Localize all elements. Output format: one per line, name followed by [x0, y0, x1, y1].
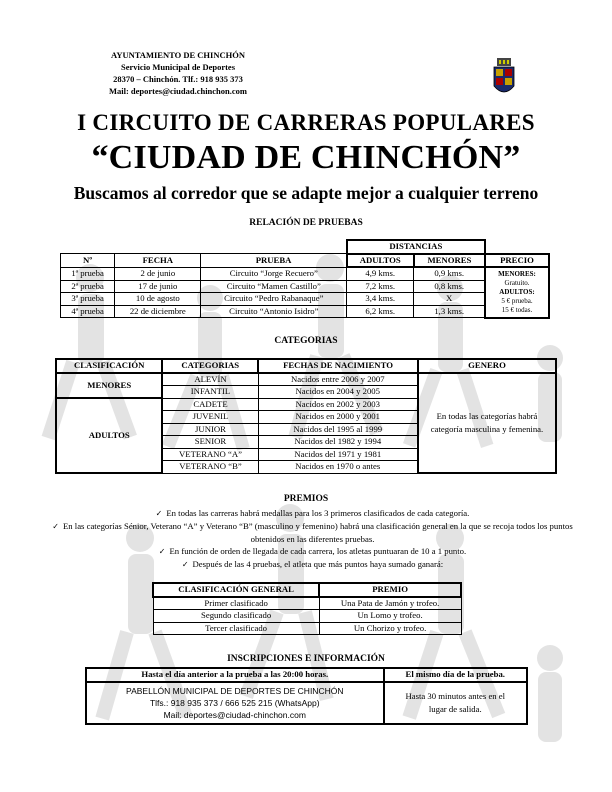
prueba-fecha: 17 de junio	[115, 280, 201, 293]
precio-adultos-value1: 5 € prueba.	[501, 296, 533, 305]
premios-line-text: En las categorías Sénior, Veterano “A” y Veterano “B” (masculino y femenino) habrá una clasificación general en la que se recoja todos los puntos obtenidos en las diferentes pruebas.	[62, 521, 573, 544]
categoria-fecha: Nacidos en 1970 o antes	[258, 461, 418, 474]
inscripciones-col2-head: El mismo día de la prueba.	[384, 668, 527, 682]
premios-heading: PREMIOS	[283, 494, 329, 504]
prueba-nombre: Circuito “Mamen Castillo”	[201, 280, 347, 293]
table-row	[61, 280, 550, 293]
col-n: Nº	[61, 254, 115, 268]
premio-pos: Segundo clasificado	[153, 610, 319, 623]
premios-header-row	[153, 583, 461, 597]
inscripciones-sameday-2: lugar de salida.	[428, 703, 482, 714]
precio-adultos-label: ADULTOS:	[499, 287, 535, 296]
premios-line-4	[40, 558, 585, 571]
premio-value: Un Lomo y trofeo.	[319, 610, 461, 623]
premios-line-text: En función de orden de llegada de cada carrera, los atletas puntuaran de 10 a 1 punto.	[169, 546, 467, 556]
clasificacion-adultos: ADULTOS	[56, 398, 162, 473]
categoria-nombre: ALEVÍN	[162, 373, 258, 386]
header-org: AYUNTAMIENTO DE CHINCHÓN	[111, 50, 245, 60]
prueba-adultos: 6,2 kms.	[347, 305, 414, 318]
categoria-fecha: Nacidos en 2002 y 2003	[258, 398, 418, 411]
col-fechas-nacimiento: FECHAS DE NACIMIENTO	[258, 359, 418, 373]
categoria-fecha: Nacidos en 2000 y 2001	[258, 411, 418, 424]
prueba-n: 2ª prueba	[61, 280, 115, 293]
prueba-adultos: 7,2 kms.	[347, 280, 414, 293]
pruebas-table	[60, 239, 550, 319]
premio-pos: Primer clasificado	[153, 597, 319, 610]
categoria-nombre: JUVENIL	[162, 411, 258, 424]
table-row	[61, 305, 550, 318]
premio-pos: Tercer clasificado	[153, 622, 319, 635]
check-icon: ✓	[52, 522, 59, 531]
col-menores: MENORES	[414, 254, 485, 268]
header-dept: Servicio Municipal de Deportes	[120, 62, 236, 72]
categorias-header-row	[56, 359, 556, 373]
categoria-fecha: Nacidos en 2004 y 2005	[258, 386, 418, 399]
categoria-nombre: SENIOR	[162, 436, 258, 449]
col-fecha: FECHA	[115, 254, 201, 268]
premio-value: Una Pata de Jamón y trofeo.	[319, 597, 461, 610]
col-adultos: ADULTOS	[347, 254, 414, 268]
categoria-nombre: INFANTIL	[162, 386, 258, 399]
premios-line-1	[40, 507, 585, 520]
prueba-fecha: 2 de junio	[115, 267, 201, 280]
premios-table	[152, 582, 462, 635]
inscripciones-sameday-1: Hasta 30 minutos antes en el	[405, 690, 506, 701]
inscripciones-header-row	[86, 668, 527, 682]
check-icon: ✓	[181, 560, 189, 569]
categorias-table	[55, 358, 557, 474]
prueba-fecha: 22 de diciembre	[115, 305, 201, 318]
inscripciones-body-row	[86, 682, 527, 724]
col-clasificacion: CLASIFICACIÓN	[56, 359, 162, 373]
check-icon: ✓	[158, 547, 166, 556]
prueba-menores: 0,9 kms.	[414, 267, 485, 280]
premios-line-3	[40, 545, 585, 558]
inscripciones-mail: Mail: deportes@ciudad-chinchon.com	[163, 709, 306, 720]
categoria-nombre: VETERANO “B”	[162, 461, 258, 474]
premio-value: Un Chorizo y trofeo.	[319, 622, 461, 635]
prueba-n: 4ª prueba	[61, 305, 115, 318]
main-title-city: “CIUDAD DE CHINCHÓN”	[91, 139, 521, 176]
table-row	[61, 267, 550, 280]
prueba-nombre: Circuito “Pedro Rabanaque”	[201, 293, 347, 306]
precio-cell	[485, 267, 549, 318]
table-row	[153, 622, 461, 635]
table-row	[61, 293, 550, 306]
inscripciones-table	[85, 667, 528, 725]
categorias-heading: CATEGORIAS	[274, 336, 338, 346]
header-address: 28370 – Chinchón. Tlf.: 918 935 373	[113, 74, 243, 84]
genero-text: En todas las categorías habrá categoría masculina y femenina.	[418, 373, 556, 474]
col-precio: PRECIO	[485, 254, 549, 268]
prueba-adultos: 4,9 kms.	[347, 267, 414, 280]
premios-line-2	[40, 520, 585, 545]
categoria-nombre: VETERANO “A”	[162, 448, 258, 461]
precio-menores-label: MENORES:	[498, 269, 536, 278]
col-clasificacion-general: CLASIFICACIÓN GENERAL	[153, 583, 319, 597]
prueba-menores: 1,3 kms.	[414, 305, 485, 318]
prueba-adultos: 3,4 kms.	[347, 293, 414, 306]
inscripciones-col1-head: Hasta el día anterior a la prueba a las 20:00 horas.	[86, 668, 384, 682]
clasificacion-menores: MENORES	[56, 373, 162, 399]
inscripciones-phones: Tlfs.: 918 935 373 / 666 525 215 (WhatsApp)	[149, 697, 320, 708]
categoria-fecha: Nacidos del 1971 y 1981	[258, 448, 418, 461]
col-premio: PREMIO	[319, 583, 461, 597]
col-prueba: PRUEBA	[201, 254, 347, 268]
prueba-fecha: 10 de agosto	[115, 293, 201, 306]
prueba-menores: X	[414, 293, 485, 306]
inscripciones-col2-body	[384, 682, 527, 724]
header-block	[68, 49, 288, 97]
table-row	[56, 373, 556, 386]
categoria-fecha: Nacidos del 1982 y 1994	[258, 436, 418, 449]
categoria-fecha: Nacidos entre 2006 y 2007	[258, 373, 418, 386]
categoria-nombre: JUNIOR	[162, 423, 258, 436]
pruebas-header-row	[61, 254, 550, 268]
prueba-nombre: Circuito “Jorge Recuero”	[201, 267, 347, 280]
prueba-nombre: Circuito “Antonio Isidro”	[201, 305, 347, 318]
table-row	[153, 597, 461, 610]
check-icon: ✓	[155, 509, 163, 518]
premios-line-text: En todas las carreras habrá medallas para los 3 primeros clasificados de cada categoría.	[166, 508, 470, 518]
prueba-n: 1ª prueba	[61, 267, 115, 280]
precio-adultos-value2: 15 € todas.	[501, 305, 533, 314]
table-row	[153, 610, 461, 623]
prueba-menores: 0,8 kms.	[414, 280, 485, 293]
premios-line-text: Después de las 4 pruebas, el atleta que más puntos haya sumado ganará:	[192, 559, 444, 569]
pruebas-distancias-row	[61, 240, 550, 254]
categoria-nombre: CADETE	[162, 398, 258, 411]
header-mail: Mail: deportes@ciudad.chinchon.com	[108, 86, 247, 96]
inscripciones-heading: INSCRIPCIONES E INFORMACIÓN	[227, 654, 385, 664]
prueba-n: 3ª prueba	[61, 293, 115, 306]
coat-of-arms-icon	[493, 58, 515, 98]
slogan: Buscamos al corredor que se adapte mejor a cualquier terreno	[73, 183, 539, 203]
inscripciones-place: PABELLÓN MUNICIPAL DE DEPORTES DE CHINCHÓN	[126, 685, 344, 696]
col-categorias: CATEGORIAS	[162, 359, 258, 373]
pruebas-heading: RELACIÓN DE PRUEBAS	[249, 218, 363, 228]
col-genero: GENERO	[418, 359, 556, 373]
main-title: I CIRCUITO DE CARRERAS POPULARES	[77, 110, 535, 135]
inscripciones-col1-body	[86, 682, 384, 724]
distancias-label: DISTANCIAS	[347, 240, 485, 254]
precio-menores-value: Gratuito.	[504, 278, 530, 287]
categoria-fecha: Nacidos del 1995 al 1999	[258, 423, 418, 436]
